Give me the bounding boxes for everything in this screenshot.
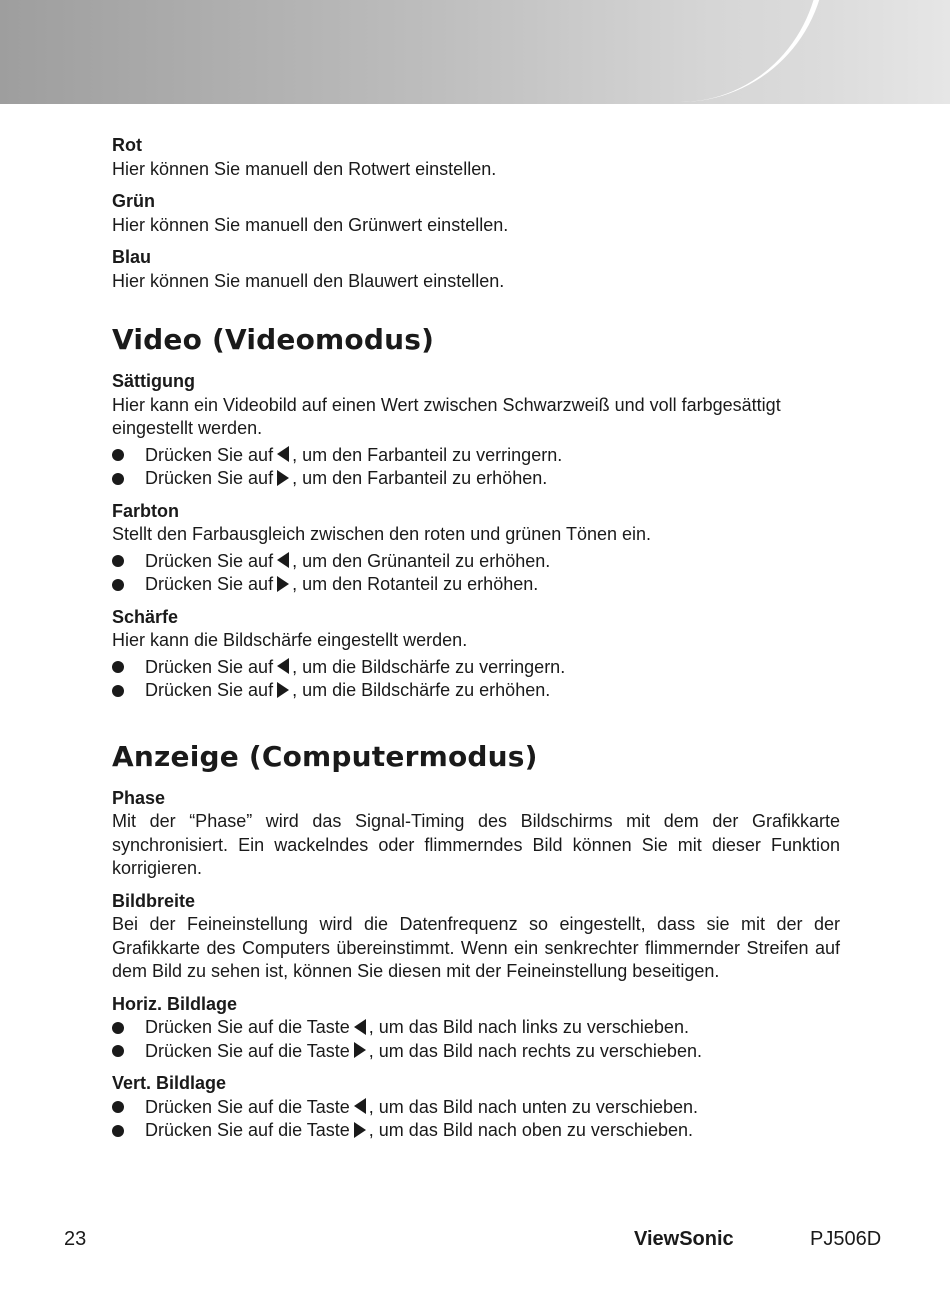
left-arrow-icon xyxy=(354,1098,366,1114)
list-item xyxy=(112,656,840,680)
bullet-text-after: , um den Farbanteil zu erhöhen. xyxy=(292,468,548,488)
bullet-text-before: Drücken Sie auf die Taste xyxy=(145,1017,350,1037)
right-arrow-icon xyxy=(354,1042,366,1058)
bullet-text-after: , um das Bild nach rechts zu verschieben. xyxy=(368,1040,702,1061)
setting-title: Horiz. Bildlage xyxy=(112,993,238,1014)
setting-title: Grün xyxy=(112,191,155,211)
setting-bildbreite xyxy=(112,890,840,984)
bullet-list xyxy=(112,656,840,703)
setting-schaerfe xyxy=(112,606,840,703)
right-arrow-icon xyxy=(277,576,289,592)
bullet-text-before: Drücken Sie auf xyxy=(145,656,274,677)
left-arrow-icon xyxy=(277,658,289,674)
setting-gruen xyxy=(112,190,840,237)
bullet-list xyxy=(112,444,840,491)
page-footer xyxy=(0,1226,950,1252)
left-arrow-icon xyxy=(277,446,289,462)
list-item xyxy=(112,679,840,703)
setting-description: Hier können Sie manuell den Blauwert einstellen. xyxy=(112,270,505,291)
list-item xyxy=(112,1016,840,1040)
bullet-icon xyxy=(112,1101,124,1113)
bullet-text-after: , um das Bild nach unten zu verschieben. xyxy=(368,1096,698,1117)
setting-title: Farbton xyxy=(112,500,179,521)
section-heading-anzeige: Anzeige (Computermodus) xyxy=(112,739,538,773)
setting-farbton xyxy=(112,500,840,597)
bullet-text-after: , um die Bildschärfe zu verringern. xyxy=(292,656,566,677)
setting-title: Bildbreite xyxy=(112,890,196,911)
bullet-icon xyxy=(112,579,124,591)
bullet-text-after: , um den Rotanteil zu erhöhen. xyxy=(292,574,539,594)
brand-name: ViewSonic xyxy=(634,1228,734,1250)
bullet-text-before: Drücken Sie auf xyxy=(145,680,274,700)
setting-rot xyxy=(112,134,840,181)
right-arrow-icon xyxy=(277,470,289,486)
right-arrow-icon xyxy=(277,682,289,698)
setting-title: Vert. Bildlage xyxy=(112,1073,227,1093)
setting-vert-bildlage xyxy=(112,1072,840,1143)
banner-curve-decoration xyxy=(640,0,826,102)
bullet-text-after: , um den Grünanteil zu erhöhen. xyxy=(292,550,551,571)
setting-title: Blau xyxy=(112,247,152,267)
bullet-list xyxy=(112,1096,840,1143)
setting-saettigung xyxy=(112,370,840,491)
bullet-icon xyxy=(112,555,124,567)
setting-blau xyxy=(112,246,840,293)
setting-title: Sättigung xyxy=(112,371,195,391)
list-item xyxy=(112,550,840,574)
page-content xyxy=(112,134,840,1152)
setting-title: Phase xyxy=(112,787,166,808)
bullet-icon xyxy=(112,473,124,485)
left-arrow-icon xyxy=(277,552,289,568)
list-item xyxy=(112,444,840,468)
setting-phase xyxy=(112,787,840,881)
setting-description: Hier können Sie manuell den Rotwert einstellen. xyxy=(112,158,497,179)
setting-description: Stellt den Farbausgleich zwischen den roten und grünen Tönen ein. xyxy=(112,524,652,544)
bullet-text-before: Drücken Sie auf die Taste xyxy=(145,1120,350,1140)
bullet-text-after: , um das Bild nach links zu verschieben. xyxy=(368,1017,689,1037)
list-item xyxy=(112,1119,840,1143)
bullet-icon xyxy=(112,1125,124,1137)
list-item xyxy=(112,573,840,597)
bullet-list xyxy=(112,550,840,597)
setting-title: Schärfe xyxy=(112,606,179,627)
bullet-icon xyxy=(112,1022,124,1034)
bullet-text-before: Drücken Sie auf xyxy=(145,574,274,594)
bullet-icon xyxy=(112,449,124,461)
list-item xyxy=(112,467,840,491)
bullet-text-before: Drücken Sie auf die Taste xyxy=(145,1040,350,1061)
model-number: PJ506D xyxy=(810,1228,882,1250)
bullet-text-after: , um den Farbanteil zu verringern. xyxy=(292,444,563,465)
bullet-text-before: Drücken Sie auf xyxy=(145,468,274,488)
left-arrow-icon xyxy=(354,1019,366,1035)
setting-description: Hier kann ein Videobild auf einen Wert zwischen Schwarzweiß und voll farbgesättigt eingestellt werden. xyxy=(112,394,781,438)
bullet-text-after: , um das Bild nach oben zu verschieben. xyxy=(368,1120,693,1140)
setting-description: Hier können Sie manuell den Grünwert einstellen. xyxy=(112,214,509,235)
banner-right-fill xyxy=(826,0,950,104)
bullet-list xyxy=(112,1016,840,1063)
setting-description: Mit der “Phase” wird das Signal-Timing des Bildschirms mit dem der Grafikkarte synchronisiert. Ein wackelndes oder flimmerndes Bild können Sie mit dieser Funktion korrigieren. xyxy=(112,811,840,878)
header-banner xyxy=(0,0,950,104)
bullet-text-before: Drücken Sie auf xyxy=(145,550,274,571)
setting-description: Hier kann die Bildschärfe eingestellt werden. xyxy=(112,630,468,650)
setting-description: Bei der Feineinstellung wird die Datenfrequenz so eingestellt, dass sie mit der der Grafikkarte des Computers übereinstimmt. Wenn ein senkrechter flimmernder Streifen auf dem Bild zu sehen ist, können Sie diesen mit der Feineinstellung beseitigen. xyxy=(112,914,840,981)
setting-horiz-bildlage xyxy=(112,993,840,1064)
right-arrow-icon xyxy=(354,1122,366,1138)
list-item xyxy=(112,1040,840,1064)
setting-title: Rot xyxy=(112,135,142,155)
bullet-text-before: Drücken Sie auf xyxy=(145,444,274,465)
bullet-text-after: , um die Bildschärfe zu erhöhen. xyxy=(292,680,551,700)
list-item xyxy=(112,1096,840,1120)
page-number: 23 xyxy=(64,1228,87,1250)
bullet-icon xyxy=(112,1045,124,1057)
bullet-text-before: Drücken Sie auf die Taste xyxy=(145,1096,350,1117)
bullet-icon xyxy=(112,685,124,697)
section-heading-video: Video (Videomodus) xyxy=(112,323,435,356)
bullet-icon xyxy=(112,661,124,673)
